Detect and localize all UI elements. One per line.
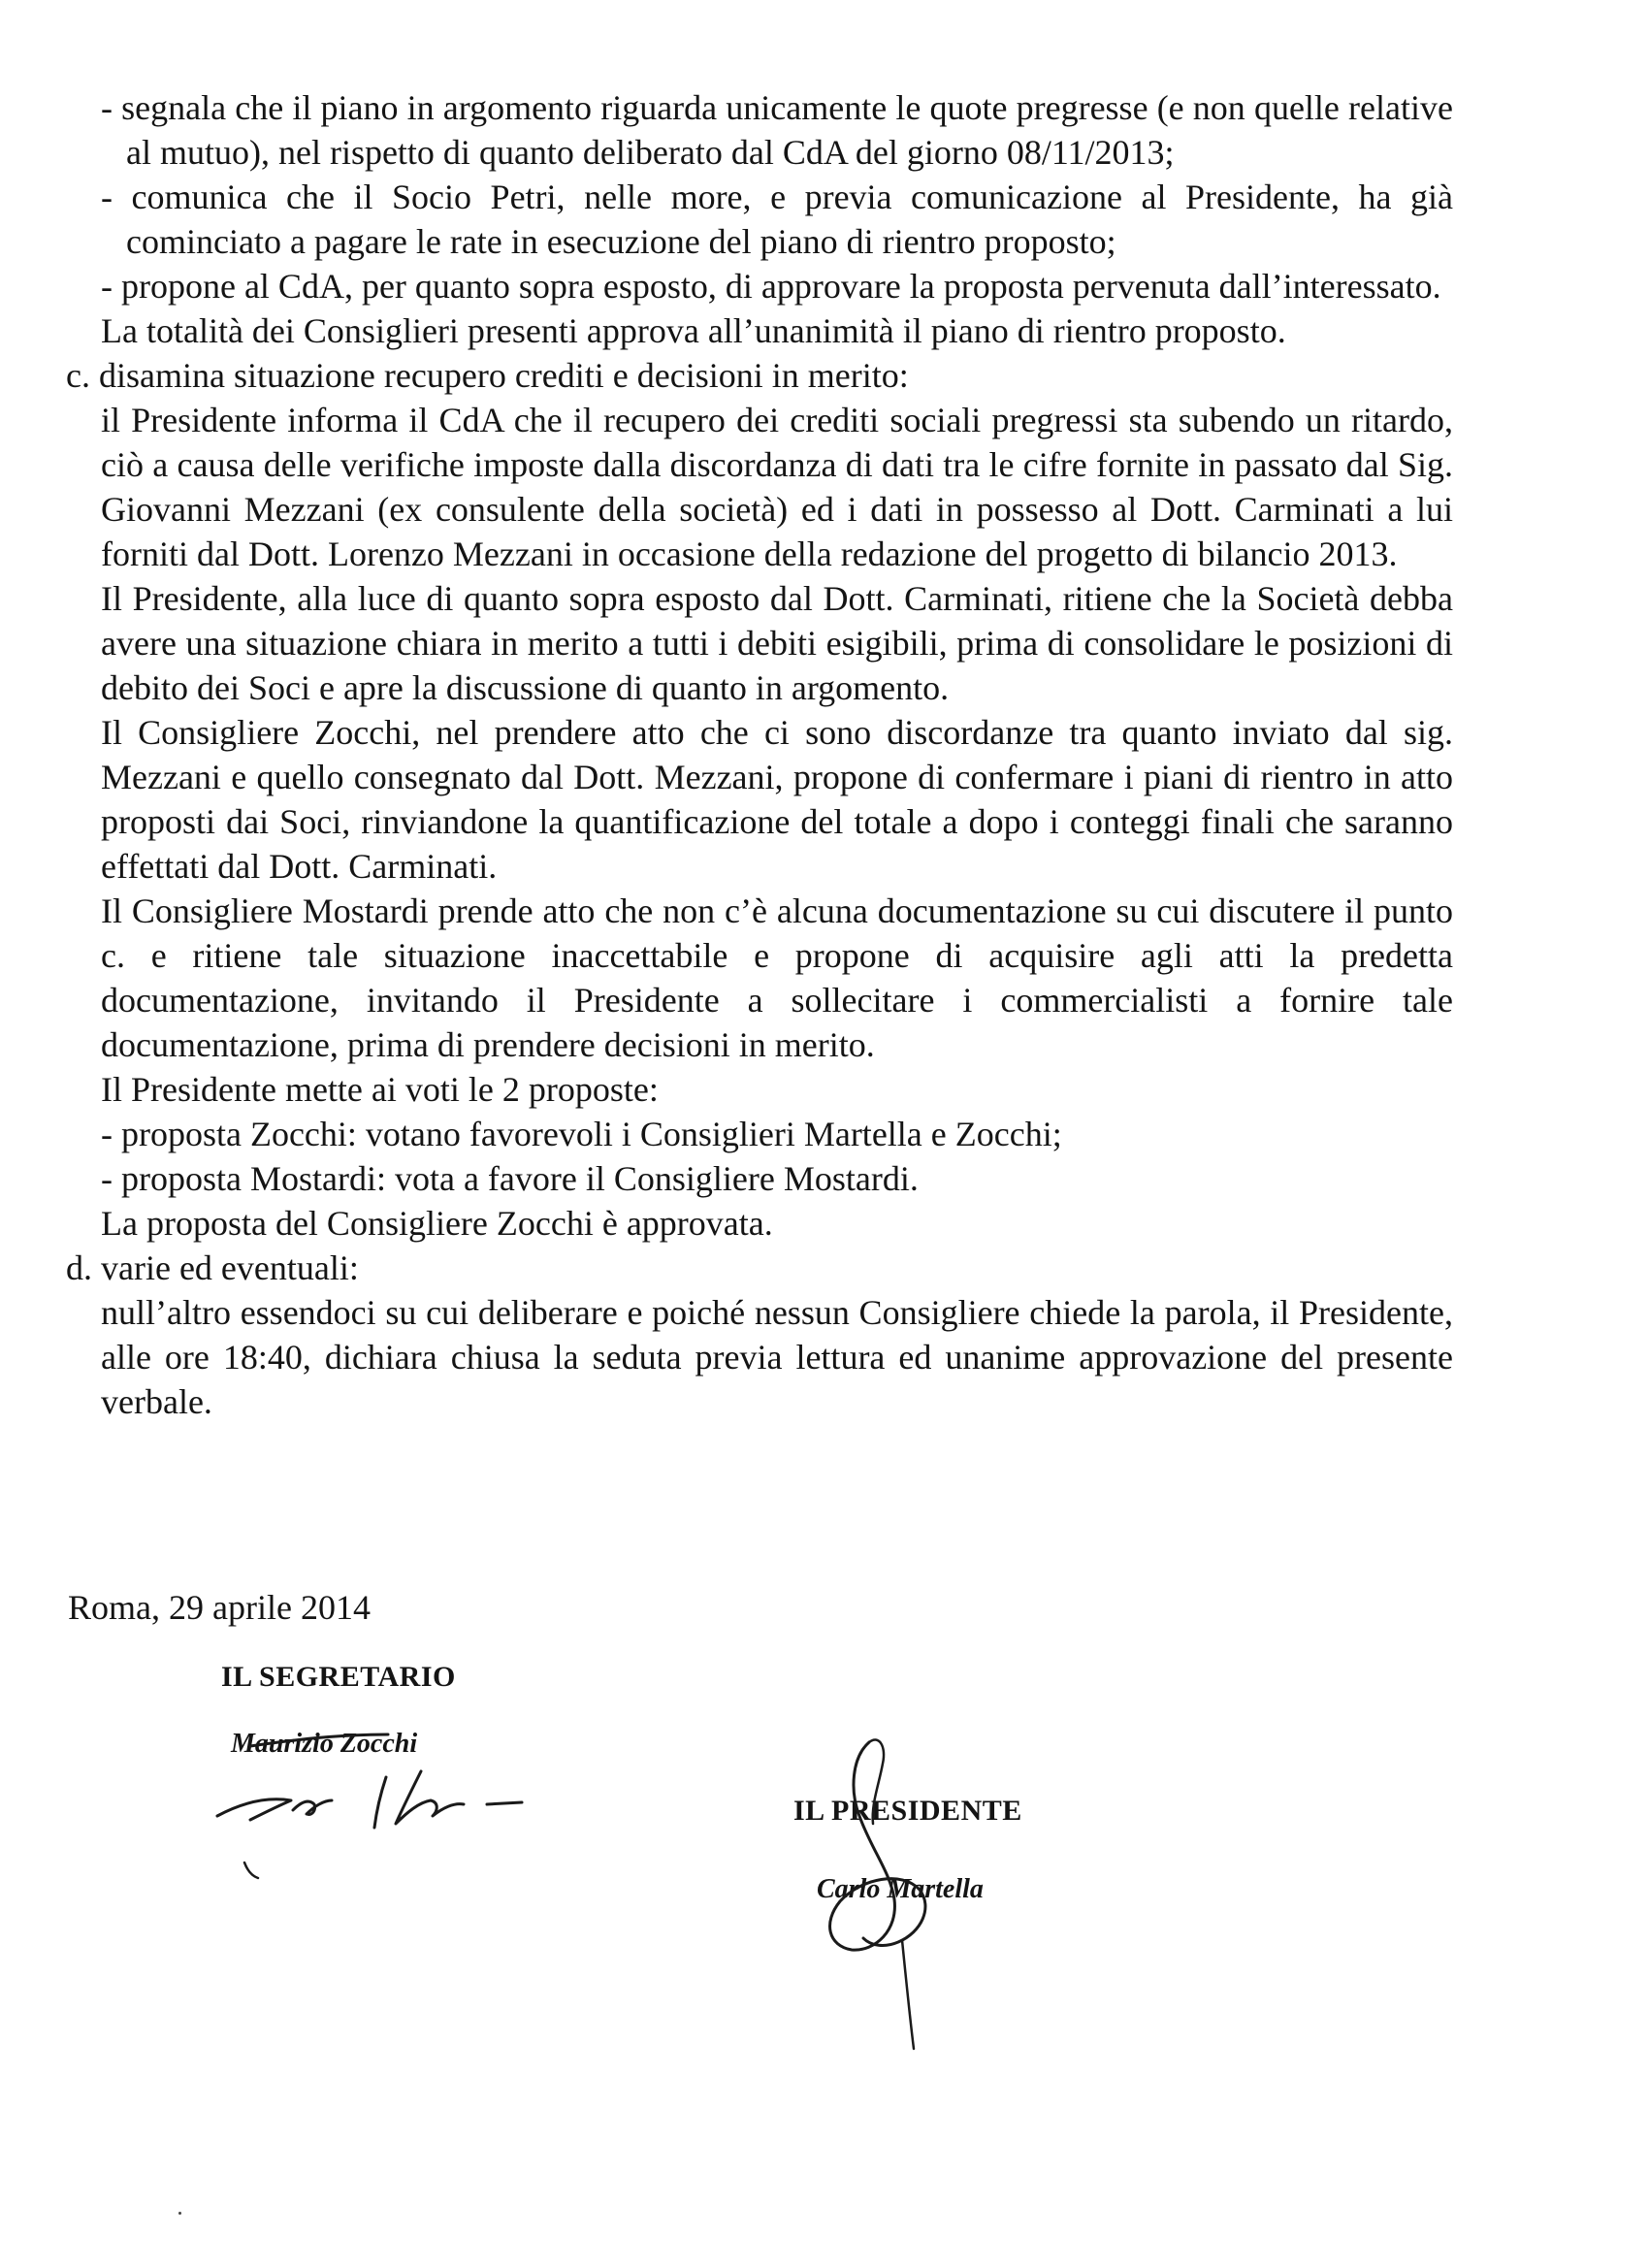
president-name: Carlo Martella (817, 1874, 984, 1904)
president-title: IL PRESIDENTE (793, 1795, 1022, 1827)
secretary-signature-stroke-4 (396, 1771, 464, 1824)
paragraph-credit-recovery-delay: il Presidente informa il CdA che il recupero dei crediti sociali pregressi sta subendo un ritardo, ciò a causa delle verifiche imposte dalla discordanza di dati tra le cifre fornite in passato dal Sig. Giovanni Mezzani (ex consulente della società) ed i dati in possesso al Dott. Carminati a lui forniti dal Dott. Lorenzo Mezzani in occasione della redazione del progetto di bilancio 2013. (101, 401, 1453, 573)
paragraph-meeting-closure: null’altro essendoci su cui deliberare e poiché nessun Consigliere chiede la parola, il Presidente, alle ore 18:40, dichiara chiusa la seduta previa lettura ed unanime approvazione del presente verbale. (101, 1293, 1453, 1421)
paragraph-unanimous-approval: La totalità dei Consiglieri presenti approva all’unanimità il piano di rientro proposto. (101, 311, 1286, 350)
president-signature-loop (830, 1742, 925, 1950)
secretary-signature-stroke-3 (374, 1777, 386, 1828)
paragraph-zocchi-proposal: Il Consigliere Zocchi, nel prendere atto che ci sono discordanze tra quanto inviato dal sig. Mezzani e quello consegnato dal Dott. Mezzani, propone di confermare i piani di rientro in atto proposti dai Soci, rinviandone la quantificazione del totale a dopo i conteggi finali che saranno effettati dal Dott. Carminati. (101, 713, 1453, 886)
secretary-title: IL SEGRETARIO (221, 1661, 456, 1693)
paragraph-vote-result: La proposta del Consigliere Zocchi è approvata. (101, 1204, 773, 1243)
paragraph-president-discussion: Il Presidente, alla luce di quanto sopra esposto dal Dott. Carminati, ritiene che la Società debba avere una situazione chiara in merito a tutti i debiti esigibili, prima di consolidare le posizioni di debito dei Soci e apre la discussione di quanto in argomento. (101, 579, 1453, 707)
paragraph-mostardi-proposal: Il Consigliere Mostardi prende atto che non c’è alcuna documentazione su cui discutere il punto c. e ritiene tale situazione inaccettabile e propone di acquisire agli atti la predetta documentazione, invitando il Presidente a sollecitare i commercialisti a fornire tale documentazione, prima di prendere decisioni in merito. (101, 891, 1453, 1064)
agenda-item-c-heading: c. disamina situazione recupero crediti e decisioni in merito: (66, 356, 909, 395)
place-and-date: Roma, 29 aprile 2014 (68, 1588, 371, 1627)
paragraph-vote-intro: Il Presidente mette ai voti le 2 proposte: (101, 1070, 659, 1109)
scan-speck (178, 2212, 181, 2215)
paragraph-bullet-petri-payments: - comunica che il Socio Petri, nelle more, e previa comunicazione al Presidente, ha già cominciato a pagare le rate in esecuzione del piano di rientro proposto; (101, 178, 1453, 261)
paragraph-bullet-installment-scope: - segnala che il piano in argomento riguarda unicamente le quote pregresse (e non quelle relative al mutuo), nel rispetto di quanto deliberato dal CdA del giorno 08/11/2013; (101, 88, 1453, 172)
paragraph-vote-zocchi: - proposta Zocchi: votano favorevoli i Consiglieri Martella e Zocchi; (101, 1115, 1062, 1153)
agenda-item-d-heading: d. varie ed eventuali: (66, 1248, 359, 1287)
president-signature-tail (902, 1940, 914, 2049)
secretary-signature-tick (244, 1863, 258, 1878)
paragraph-vote-mostardi: - proposta Mostardi: vota a favore il Consigliere Mostardi. (101, 1159, 919, 1198)
paragraph-bullet-proposal-approval: - propone al CdA, per quanto sopra esposto, di approvare la proposta pervenuta dall’interessato. (101, 267, 1441, 306)
minutes-body (66, 85, 1453, 1424)
secretary-name: Maurizio Zocchi (231, 1729, 418, 1759)
secretary-signature-stroke-2 (293, 1800, 332, 1814)
secretary-signature-dash (487, 1802, 522, 1804)
secretary-signature-stroke-1 (217, 1799, 291, 1820)
